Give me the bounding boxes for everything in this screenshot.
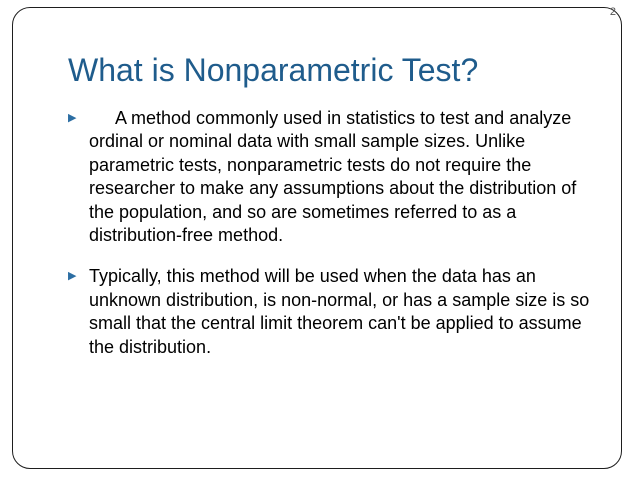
bullet-list: [68, 107, 598, 359]
bullet-marker-icon: ▶: [68, 270, 77, 283]
bullet-item-usage: [68, 265, 598, 359]
page-number: 2: [609, 6, 616, 18]
bullet-item-definition: [68, 107, 598, 247]
bullet-text: Typically, this method will be used when the data has an unknown distribution, is non-normal, or has a sample size is so small that the central limit theorem can't be applied to assume the distribution.: [89, 266, 590, 357]
bullet-marker-icon: ▶: [68, 112, 77, 124]
bullet-text: A method commonly used in statistics to test and analyze ordinal or nominal data with small sample sizes. Unlike parametric tests, nonparametric tests do not require the researcher to make any assumptions about the distribution of the population, and so are sometimes referred to as a distribution-free method.: [89, 108, 577, 246]
slide-title: What is Nonparametric Test?: [68, 52, 479, 88]
